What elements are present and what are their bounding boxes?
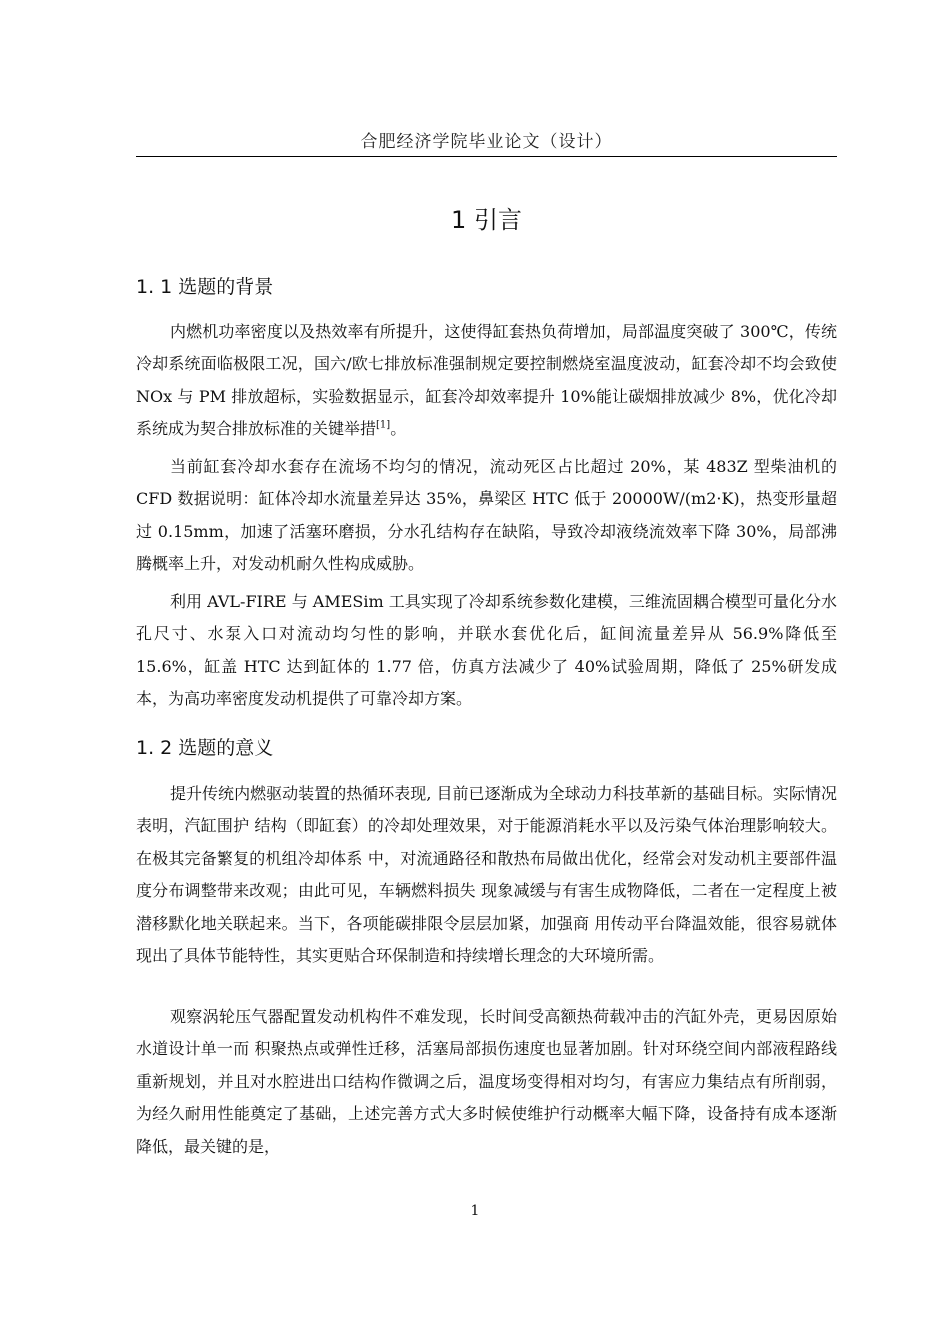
header-rule [136,156,837,157]
page-number: 1 [470,1203,480,1219]
paragraph-significance-1: 提升传统内燃驱动装置的热循环表现, 目前已逐渐成为全球动力科技革新的基础目标。实际情况表明，汽缸围护 结构（即缸套）的冷却处理效果，对于能源消耗水平以及污染气体治理影响较大。在极其完备繁复的机组冷却体系 中，对流通路径和散热布局做出优化，经常会对发动机主要部件温度分布调整带来改观；由此可见，车辆燃料损失 现象减缓与有害生成物降低，二者在一定程度上被潜移默化地关联起来。当下，各项能碳排限令层层加紧，加强商 用传动平台降温效能，很容易就体现出了具体节能特性，其实更贴合环保制造和持续增长理念的大环境所需。 [136,784,837,966]
paragraph-significance-2: 观察涡轮压气器配置发动机构件不难发现，长时间受高额热荷载冲击的汽缸外壳，更易因原始水道设计单一而 积聚热点或弹性迁移，活塞局部损伤速度也显著加剧。针对环绕空间内部液程路线重新规划，并且对水腔进出口结构作微调之后，温度场变得相对均匀，有害应力集结点有所削弱，为经久耐用性能奠定了基础，上述完善方式大多时候使维护行动概率大幅下降，设备持有成本逐渐降低，最关键的是， [136,1007,837,1156]
running-header: 合肥经济学院毕业论文（设计） [360,132,613,152]
citation-marker: [1] [376,419,391,431]
paragraph-background-1 [136,316,837,446]
section-heading-background: 1. 1 选题的背景 [136,276,274,298]
paragraph-background-2: 当前缸套冷却水套存在流场不均匀的情况，流动死区占比超过 20%，某 483Z 型柴油机的 CFD 数据说明：缸体冷却水流量差异达 35%，鼻梁区 HTC 低于 20000W/(m2·K)，热变形量超过 0.15mm，加速了活塞环磨损，分水孔结构存在缺陷，导致冷却液绕流效率下降 30%，局部沸腾概率上升，对发动机耐久性构成威胁。 [136,457,837,574]
paragraph-tail: 。 [390,419,407,439]
paragraph-background-3: 利用 AVL-FIRE 与 AMESim 工具实现了冷却系统参数化建模，三维流固耦合模型可量化分水孔尺寸、水泵入口对流动均匀性的影响，并联水套优化后，缸间流量差异从 56.9%降低至 15.6%，缸盖 HTC 达到缸体的 1.77 倍，仿真方法减少了 40%试验周期，降低了 25%研发成本，为高功率密度发动机提供了可靠冷却方案。 [136,592,837,709]
section-heading-significance: 1. 2 选题的意义 [136,737,274,759]
paragraph-text: 内燃机功率密度以及热效率有所提升，这使得缸套热负荷增加，局部温度突破了 300℃，传统冷却系统面临极限工况，国六/欧七排放标准强制规定要控制燃烧室温度波动，缸套冷却不均会致使 NOx 与 PM 排放超标，实验数据显示，缸套冷却效率提升 10%能让碳烟排放减少 8%，优化冷却系统成为契合排放标准的关键举措 [136,322,837,439]
chapter-title: 1 引言 [451,206,522,234]
